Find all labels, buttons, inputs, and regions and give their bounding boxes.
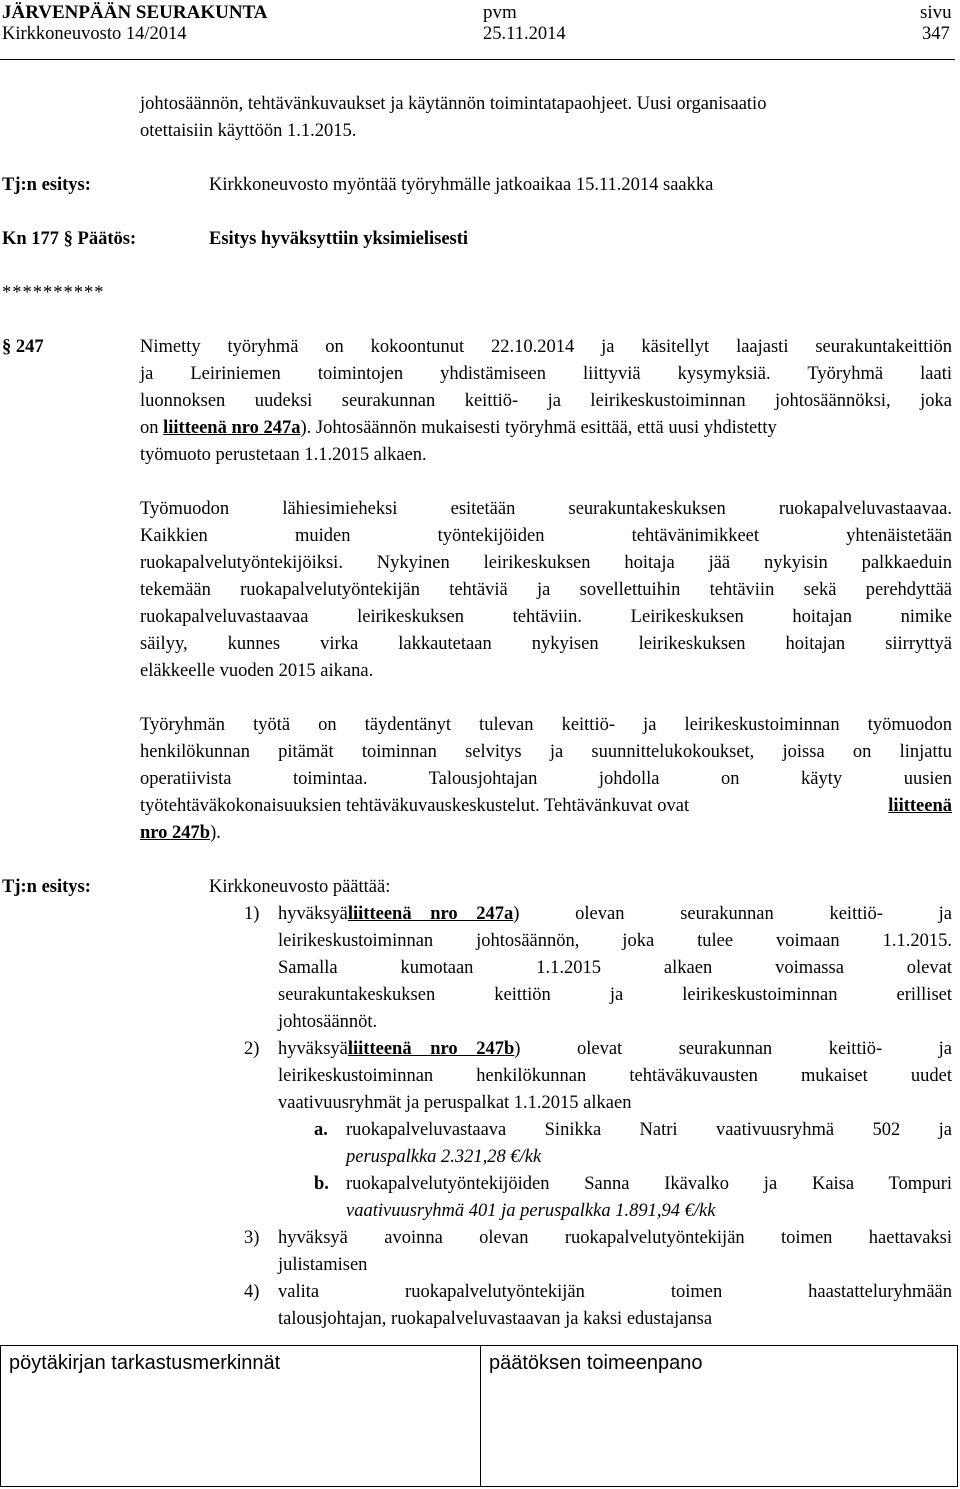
review-marks-label: pöytäkirjan tarkastusmerkinnät: [9, 1352, 281, 1374]
item-3-line-1: hyväksyä avoinna olevan ruokapalvelutyöntekijän toimen haettavaksi: [278, 1228, 952, 1248]
organization-name: JÄRVENPÄÄN SEURAKUNTA: [2, 2, 268, 23]
paragraph-3-line-4-text: työtehtäväkokonaisuuksien tehtäväkuvauskeskustelut. Tehtävänkuvat ovat: [140, 796, 690, 816]
paragraph-2-line-5: ruokapalveluvastaavaa leirikeskuksen tehtäviin. Leirikeskuksen hoitajan nimike: [140, 607, 952, 627]
item-1-line-3: Samalla kumotaan 1.1.2015 alkaen voimassa olevat: [278, 958, 952, 978]
paragraph-1-line-2: ja Leiriniemen toimintojen yhdistämiseen liittyviä kysymyksiä. Työryhmä laati: [140, 364, 952, 384]
item-2-line-2: leirikeskustoiminnan henkilökunnan tehtäväkuvausten mukaiset uudet: [278, 1066, 952, 1086]
item-1-line-2: leirikeskustoiminnan johtosäännön, joka tulee voimaan 1.1.2015.: [278, 931, 952, 951]
paragraph-1-line-4-pre: on: [140, 418, 164, 438]
item-4-line-2: talousjohtajan, ruokapalveluvastaavan ja kaksi edustajansa: [278, 1309, 713, 1329]
item-1-link-wrap: [348, 901, 513, 928]
item-1-attachment-link[interactable]: liitteenä nro 247a: [347, 904, 514, 924]
date-label: pvm: [483, 2, 517, 23]
page-number: 347: [922, 24, 950, 44]
paragraph-1-line-1: Nimetty työryhmä on kokoontunut 22.10.2014 ja käsitellyt laajasti seurakuntakeittiön: [140, 337, 952, 357]
item-2-number: 2): [244, 1039, 260, 1059]
item-1-line-4: seurakuntakeskuksen keittiön ja leirikeskustoiminnan erilliset: [278, 985, 952, 1005]
attachment-247b-link-part-2[interactable]: nro 247b: [140, 823, 211, 843]
paragraph-1-line-3: luonnoksen uudeksi seurakunnan keittiö- ja leirikeskustoiminnan johtosäännöksi, joka: [140, 391, 952, 411]
item-3-line-2: julistamisen: [278, 1255, 368, 1275]
attachment-247a-link[interactable]: liitteenä nro 247a: [163, 418, 301, 438]
item-4-number: 4): [244, 1282, 260, 1302]
paragraph-2-line-4: tekemään ruokapalvelutyöntekijän tehtäviä ja sovellettuihin tehtäviin sekä perehdyttää: [140, 580, 952, 600]
paragraph-3-tail: ).: [210, 823, 221, 843]
section-separator: **********: [2, 283, 105, 303]
previous-text-line-1: johtosäännön, tehtävänkuvaukset ja käytännön toimintatapaohjeet. Uusi organisaatio: [140, 94, 767, 114]
previous-decision-text: Esitys hyväksyttiin yksimielisesti: [209, 229, 469, 249]
item-1-line-1: [278, 901, 952, 928]
item-1-line-1-post: ) olevan seurakunnan keittiö- ja: [513, 904, 952, 924]
implementation-box: [480, 1345, 958, 1487]
item-2-link-wrap: [348, 1036, 514, 1063]
item-2-line-1-post: ) olevat seurakunnan keittiö- ja: [514, 1039, 952, 1059]
section-number: § 247: [2, 337, 44, 357]
paragraph-1-line-5: työmuoto perustetaan 1.1.2015 alkaen.: [140, 445, 427, 465]
item-1-line-5: johtosäännöt.: [278, 1012, 378, 1032]
item-3-number: 3): [244, 1228, 260, 1248]
item-2-line-1: [278, 1036, 952, 1063]
previous-proposal-text: Kirkkoneuvosto myöntää työryhmälle jatkoaikaa 15.11.2014 saakka: [209, 175, 714, 195]
sub-item-a-label: a.: [314, 1120, 328, 1140]
paragraph-2-line-3: ruokapalvelutyöntekijöiksi. Nykyinen leirikeskuksen hoitaja jää nykyisin palkkaeduin: [140, 553, 952, 573]
meeting-date: 25.11.2014: [483, 24, 566, 44]
previous-proposal-label: Tj:n esitys:: [2, 175, 91, 195]
paragraph-3-line-3: operatiivista toimintaa. Talousjohtajan johdolla on käyty uusien: [140, 769, 952, 789]
paragraph-1-line-4: [140, 415, 952, 442]
paragraph-3-line-2: henkilökunnan pitämät toiminnan selvitys ja suunnittelukokoukset, joissa on linjattu: [140, 742, 952, 762]
meeting-identifier: Kirkkoneuvosto 14/2014: [2, 24, 187, 44]
sub-item-a-line-1: ruokapalveluvastaava Sinikka Natri vaativuusryhmä 502 ja: [346, 1120, 952, 1140]
item-4-line-1: valita ruokapalvelutyöntekijän toimen haastatteluryhmään: [278, 1282, 952, 1302]
item-2-verb: hyväksyä: [278, 1039, 348, 1059]
paragraph-1-line-4-post: ). Johtosäännön mukaisesti työryhmä esittää, että uusi yhdistetty: [300, 418, 777, 438]
sub-item-b-line-1: ruokapalvelutyöntekijöiden Sanna Ikävalko ja Kaisa Tompuri: [346, 1174, 952, 1194]
paragraph-3-line-4: [140, 793, 952, 820]
item-2-attachment-link[interactable]: liitteenä nro 247b: [347, 1039, 515, 1059]
paragraph-3-line-1: Työryhmän työtä on täydentänyt tulevan keittiö- ja leirikeskustoiminnan työmuodon: [140, 715, 952, 735]
implementation-label: päätöksen toimeenpano: [489, 1352, 703, 1374]
paragraph-2-line-7: eläkkeelle vuoden 2015 aikana.: [140, 661, 374, 681]
page-label: sivu: [920, 2, 952, 23]
sub-item-b-line-2: vaativuusryhmä 401 ja peruspalkka 1.891,94 €/kk: [346, 1201, 716, 1221]
item-1-number: 1): [244, 904, 260, 924]
attachment-247b-link-part-1[interactable]: liitteenä: [888, 796, 952, 816]
paragraph-3-line-5: [140, 820, 221, 847]
item-2-line-3: vaativuusryhmät ja peruspalkat 1.1.2015 alkaen: [278, 1093, 632, 1113]
sub-item-b-label: b.: [314, 1174, 329, 1194]
paragraph-2-line-1: Työmuodon lähiesimieheksi esitetään seurakuntakeskuksen ruokapalveluvastaavaa.: [140, 499, 952, 519]
header-rule: [0, 59, 955, 60]
paragraph-2-line-2: Kaikkien muiden työntekijöiden tehtävänimikkeet yhtenäistetään: [140, 526, 952, 546]
previous-text-line-2: otettaisiin käyttöön 1.1.2015.: [140, 121, 357, 141]
previous-decision-label: Kn 177 § Päätös:: [2, 229, 137, 249]
sub-item-a-line-2: peruspalkka 2.321,28 €/kk: [346, 1147, 542, 1167]
paragraph-2-line-6: säilyy, kunnes virka lakkautetaan nykyisen leirikeskuksen hoitajan siirryttyä: [140, 634, 952, 654]
proposal-label: Tj:n esitys:: [2, 877, 91, 897]
review-marks-box: [0, 1345, 481, 1487]
proposal-intro: Kirkkoneuvosto päättää:: [209, 877, 391, 897]
item-1-verb: hyväksyä: [278, 904, 348, 924]
